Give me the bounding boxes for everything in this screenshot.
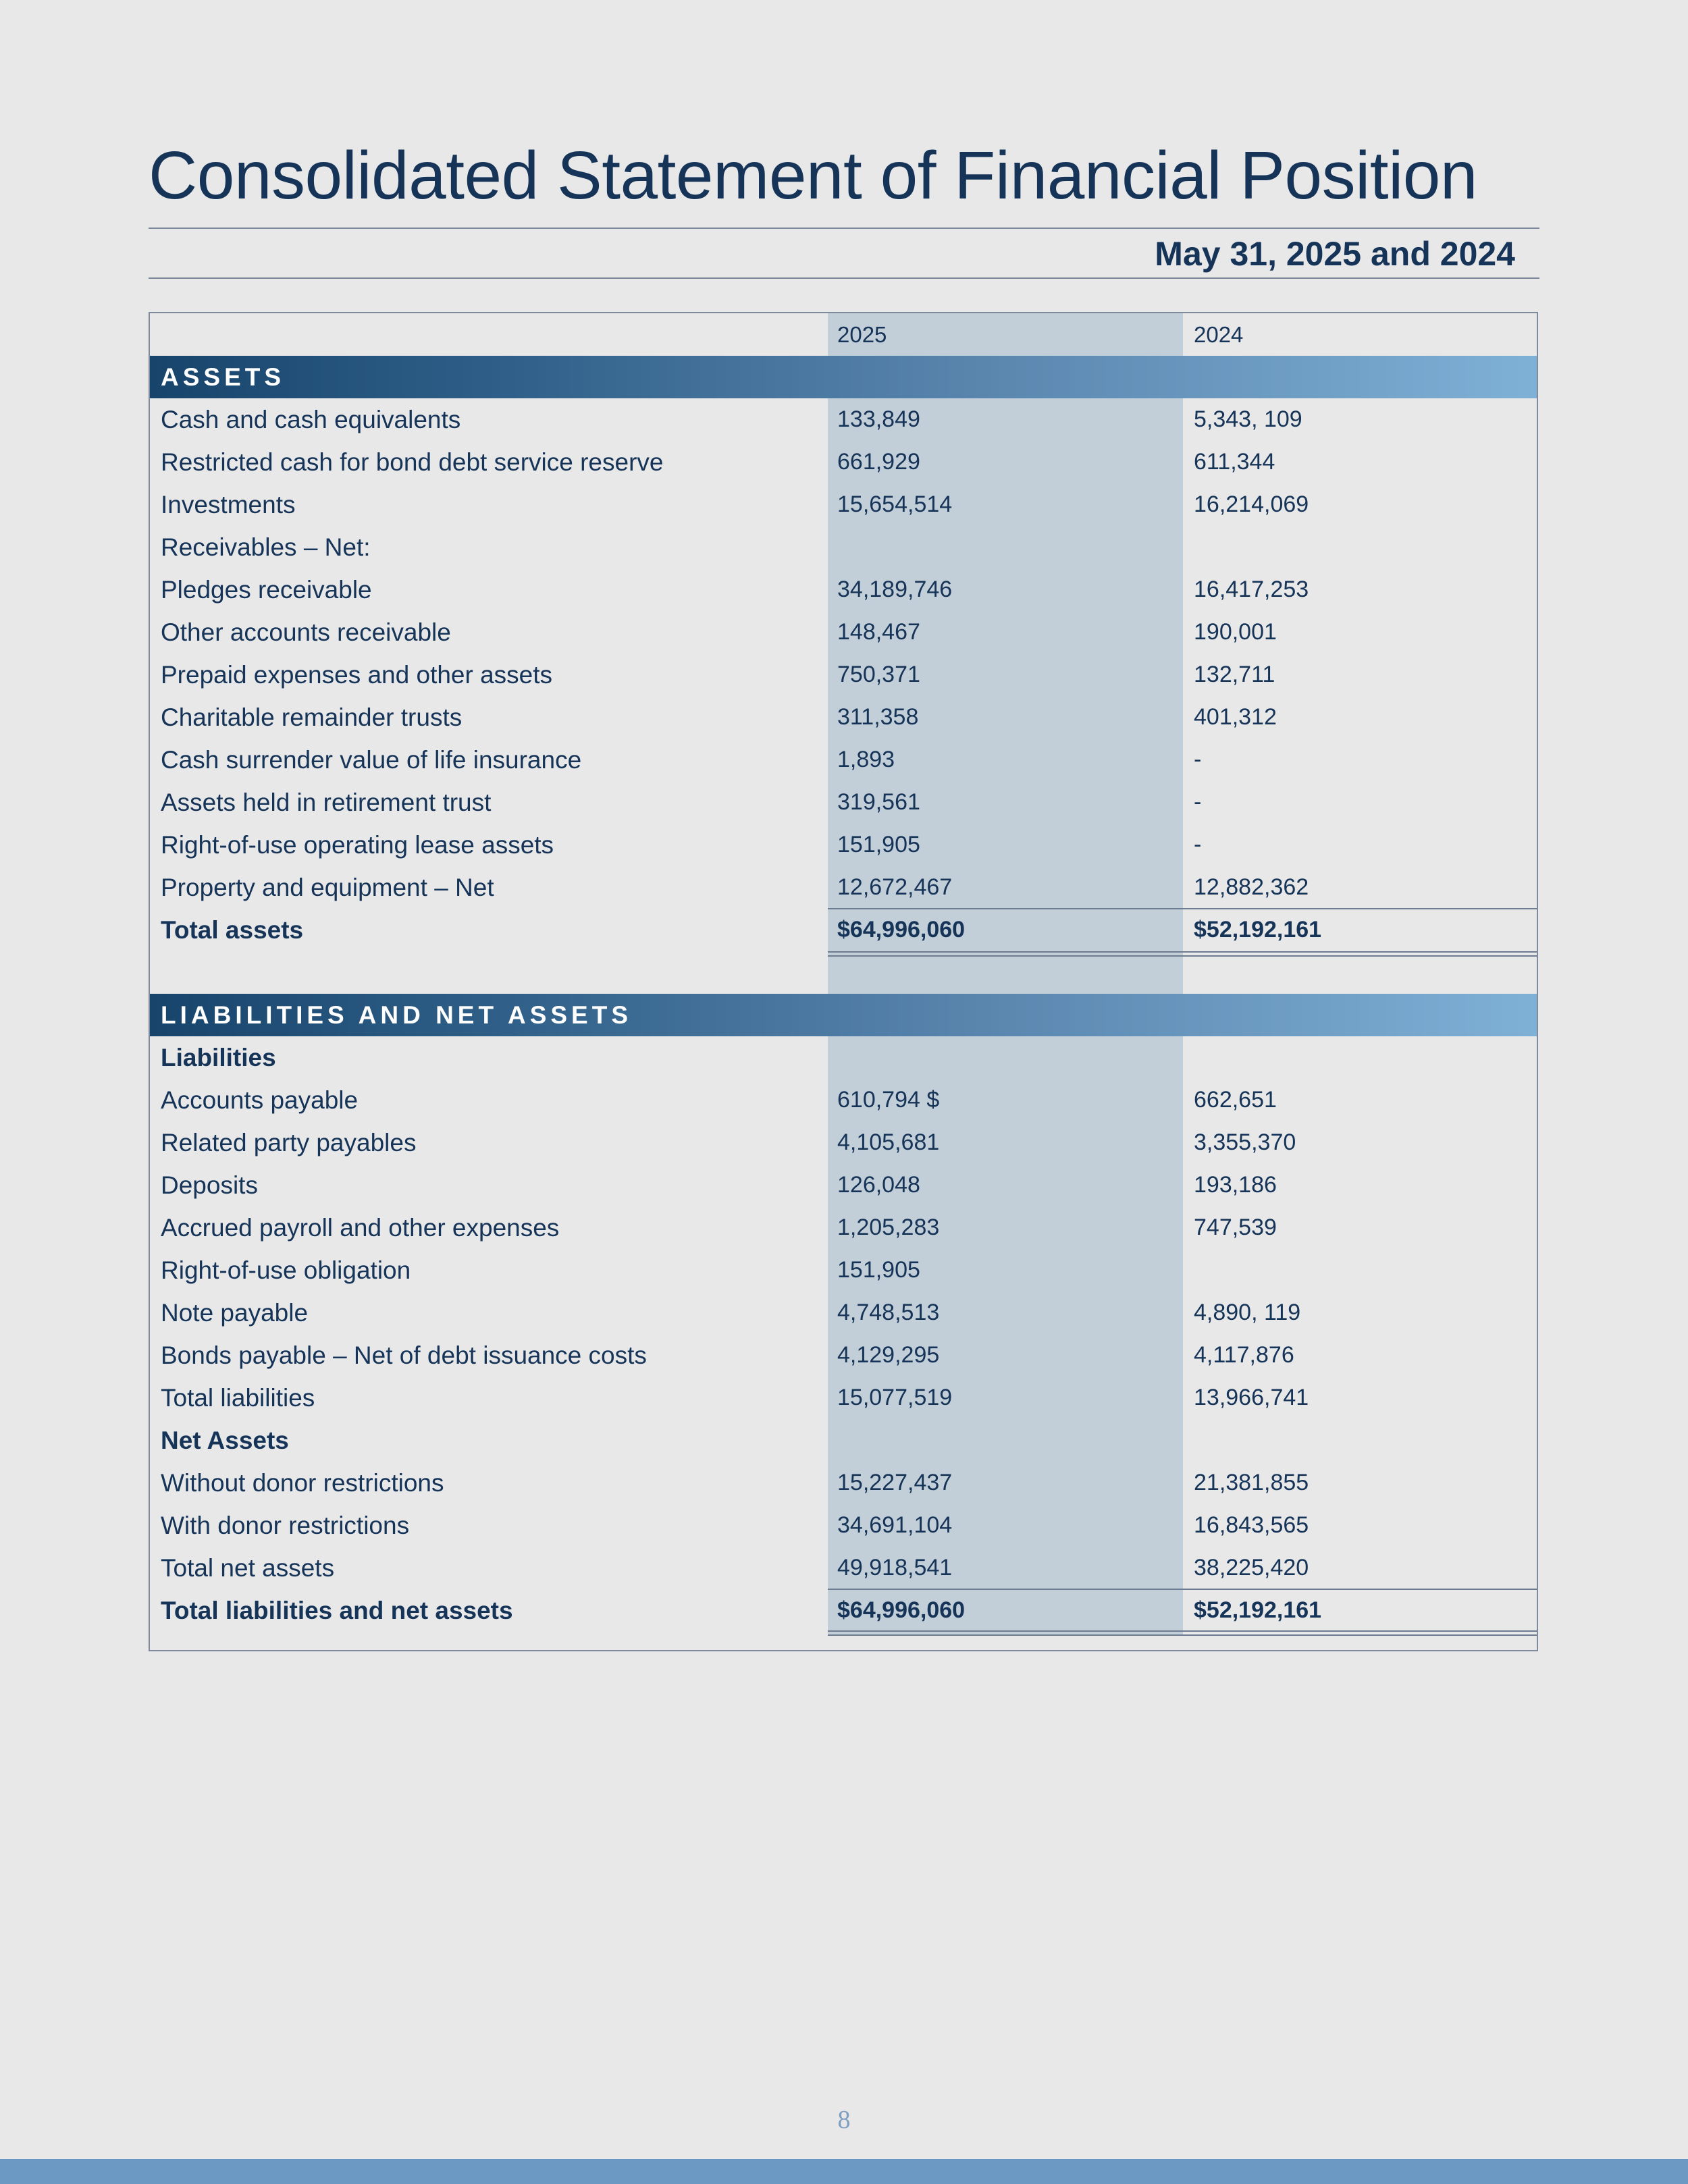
value-2025: 126,048: [837, 1172, 920, 1198]
table-row: [150, 611, 1537, 654]
value-2024: -: [1194, 789, 1202, 815]
liabilities-subheading: Liabilities: [161, 1044, 276, 1071]
row-label: Cash and cash equivalents: [161, 406, 461, 433]
value-2024: 21,381,855: [1194, 1470, 1309, 1495]
table-row: [150, 1079, 1537, 1121]
row-label: Right-of-use obligation: [161, 1256, 411, 1284]
row-label: Restricted cash for bond debt service reserve: [161, 448, 664, 476]
value-2024: 3,355,370: [1194, 1129, 1296, 1155]
row-label: Accrued payroll and other expenses: [161, 1214, 560, 1242]
value-2025: 4,105,681: [837, 1129, 940, 1155]
row-label: Accounts payable: [161, 1086, 359, 1114]
value-2024: 4,117,876: [1194, 1342, 1294, 1368]
table-row: [150, 483, 1537, 526]
value-2025: $64,996,060: [837, 917, 966, 942]
row-label: With donor restrictions: [161, 1512, 410, 1539]
row-label: Prepaid expenses and other assets: [161, 661, 553, 689]
value-2025: 15,654,514: [837, 491, 953, 517]
table-row: [150, 1291, 1537, 1334]
total-rule-2025: [828, 1589, 1183, 1590]
value-2024: 611,344: [1194, 449, 1275, 475]
page-number: 8: [837, 2106, 851, 2134]
liabilities-subheading-row: [150, 1036, 1537, 1079]
value-2024: 16,843,565: [1194, 1512, 1309, 1538]
value-2025: 133,849: [837, 406, 920, 432]
value-2025: 151,905: [837, 1257, 920, 1283]
row-label: Total assets: [161, 916, 304, 944]
value-2025: 49,918,541: [837, 1555, 953, 1580]
value-2024: -: [1194, 832, 1202, 857]
value-2024: 12,882,362: [1194, 874, 1309, 900]
total-liabilities-net-assets-row: [150, 1589, 1537, 1632]
value-2024: $52,192,161: [1194, 1597, 1322, 1623]
value-2025: 1,205,283: [837, 1215, 940, 1240]
row-label: Related party payables: [161, 1129, 417, 1156]
column-header-row: [150, 313, 1537, 356]
table-row: [150, 1249, 1537, 1291]
row-label: Without donor restrictions: [161, 1469, 444, 1497]
date-rule: [149, 277, 1539, 279]
table-row: [150, 1547, 1537, 1589]
total-rule-2025: [828, 908, 1183, 909]
net-assets-subheading: Net Assets: [161, 1427, 289, 1454]
table-row: [150, 398, 1537, 441]
value-2025: 34,189,746: [837, 577, 953, 602]
liabilities-section-band: [150, 994, 1537, 1036]
total-assets-row: [150, 909, 1537, 951]
assets-heading: ASSETS: [161, 363, 286, 391]
value-2025: 661,929: [837, 449, 920, 475]
row-label: Total net assets: [161, 1554, 335, 1582]
row-label: Total liabilities: [161, 1384, 315, 1412]
row-label: Deposits: [161, 1171, 258, 1199]
value-2025: 311,358: [837, 704, 919, 730]
table-row: [150, 1334, 1537, 1377]
table-row: [150, 824, 1537, 866]
title-rule: [149, 228, 1539, 229]
value-2024: 662,651: [1194, 1087, 1277, 1113]
value-2024: 132,711: [1194, 662, 1275, 687]
table-row: [150, 526, 1537, 568]
row-label: Pledges receivable: [161, 576, 372, 604]
value-2025: 12,672,467: [837, 874, 953, 900]
table-row: [150, 568, 1537, 611]
value-2024: -: [1194, 747, 1202, 772]
row-label: Assets held in retirement trust: [161, 789, 492, 816]
table-row: [150, 1462, 1537, 1504]
value-2025: 4,129,295: [837, 1342, 940, 1368]
row-label: Other accounts receivable: [161, 618, 451, 646]
value-2024: 4,890, 119: [1194, 1300, 1301, 1325]
value-2025: 15,077,519: [837, 1385, 953, 1410]
table-row: [150, 654, 1537, 696]
value-2025: 148,467: [837, 619, 920, 645]
table-row: [150, 696, 1537, 739]
liabilities-heading: LIABILITIES AND NET ASSETS: [161, 1001, 633, 1029]
table-row: [150, 441, 1537, 483]
double-rule-2025: [828, 951, 1183, 957]
footer-bar: [0, 2159, 1688, 2184]
total-rule-2024: [1183, 908, 1537, 909]
financial-position-table: [149, 312, 1538, 1651]
value-2025: 151,905: [837, 832, 920, 857]
double-rule-2024: [1183, 951, 1537, 957]
value-2025: 15,227,437: [837, 1470, 953, 1495]
assets-section-band: [150, 356, 1537, 398]
value-2025: 1,893: [837, 747, 895, 772]
table-row: [150, 1164, 1537, 1206]
table-row: [150, 866, 1537, 909]
table-row: [150, 1377, 1537, 1419]
row-label: Total liabilities and net assets: [161, 1597, 513, 1624]
column-header-2025: 2025: [837, 322, 887, 347]
statement-date: May 31, 2025 and 2024: [1155, 235, 1515, 273]
row-label: Property and equipment – Net: [161, 874, 494, 901]
row-label: Right-of-use operating lease assets: [161, 831, 554, 859]
value-2024: 16,417,253: [1194, 577, 1309, 602]
total-rule-2024: [1183, 1589, 1537, 1590]
table-row: [150, 1504, 1537, 1547]
value-2025: $64,996,060: [837, 1597, 966, 1623]
row-label: Note payable: [161, 1299, 309, 1327]
column-header-2024: 2024: [1194, 322, 1244, 347]
value-2024: 747,539: [1194, 1215, 1277, 1240]
table-row: [150, 1121, 1537, 1164]
value-2025: 750,371: [837, 662, 920, 687]
net-assets-subheading-row: [150, 1419, 1537, 1462]
value-2024: $52,192,161: [1194, 917, 1322, 942]
page-title: Consolidated Statement of Financial Position: [149, 138, 1478, 213]
row-label: Receivables – Net:: [161, 533, 371, 561]
value-2025: 4,748,513: [837, 1300, 940, 1325]
value-2024: 5,343, 109: [1194, 406, 1302, 432]
value-2024: 13,966,741: [1194, 1385, 1309, 1410]
value-2025: 34,691,104: [837, 1512, 953, 1538]
value-2024: 38,225,420: [1194, 1555, 1309, 1580]
double-rule-2024: [1183, 1630, 1537, 1636]
value-2025: 319,561: [837, 789, 920, 815]
table-row: [150, 739, 1537, 781]
value-2025: 610,794 $: [837, 1087, 940, 1113]
double-rule-2025: [828, 1630, 1183, 1636]
value-2024: 16,214,069: [1194, 491, 1309, 517]
value-2024: 401,312: [1194, 704, 1277, 730]
row-label: Investments: [161, 491, 296, 518]
table-row: [150, 1206, 1537, 1249]
value-2024: 190,001: [1194, 619, 1277, 645]
value-2024: 193,186: [1194, 1172, 1277, 1198]
table-row: [150, 781, 1537, 824]
row-label: Bonds payable – Net of debt issuance costs: [161, 1341, 647, 1369]
row-label: Charitable remainder trusts: [161, 703, 463, 731]
row-label: Cash surrender value of life insurance: [161, 746, 582, 774]
